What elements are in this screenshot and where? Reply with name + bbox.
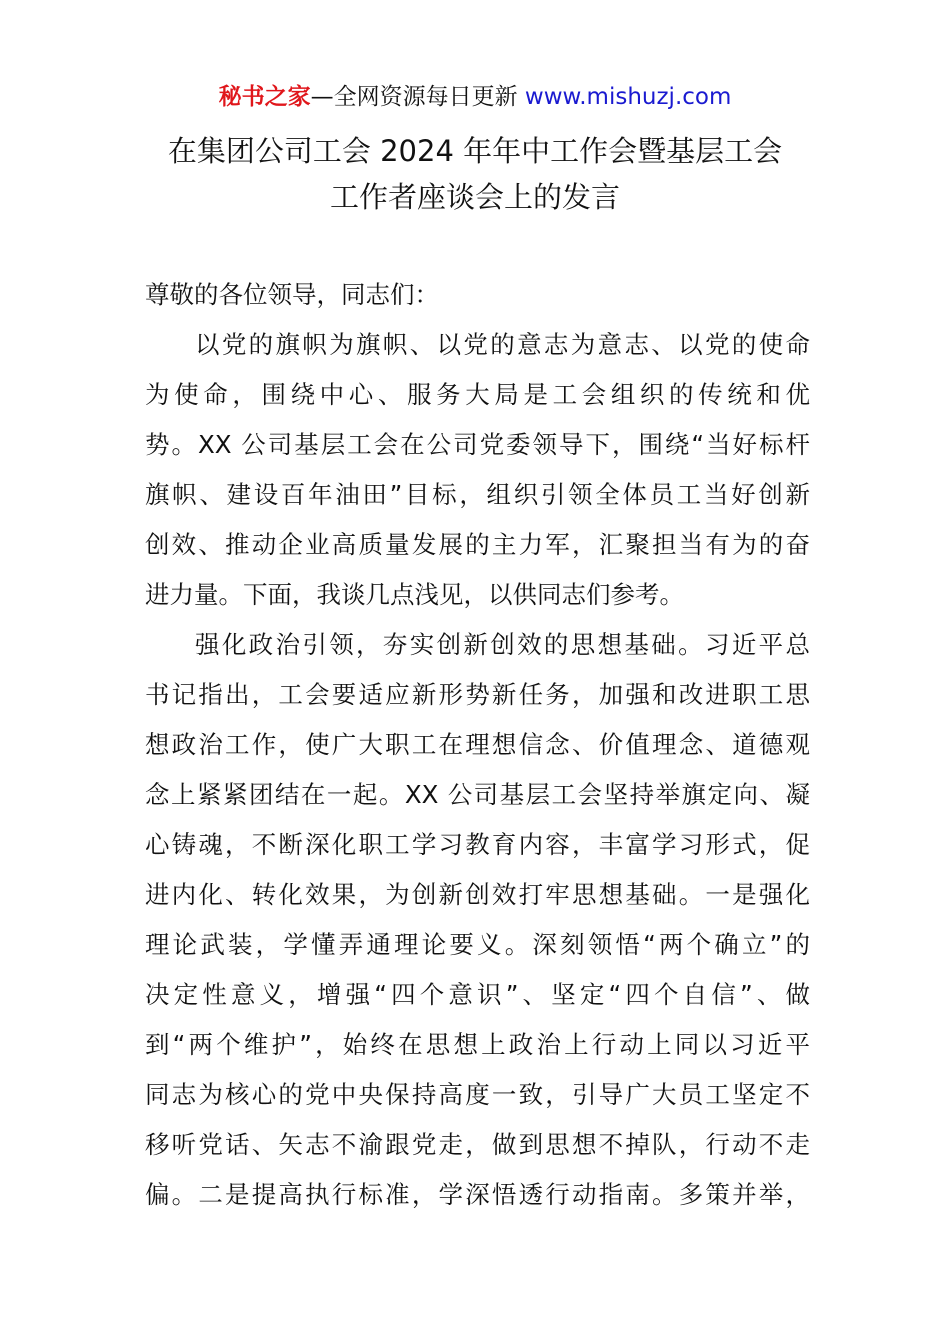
body-line: 心铸魂，不断深化职工学习教育内容，丰富学习形式，促 bbox=[145, 830, 810, 859]
body-line: 想政治工作，使广大职工在理想信念、价值理念、道德观 bbox=[145, 730, 810, 759]
body-line: 为使命，围绕中心、服务大局是工会组织的传统和优 bbox=[145, 380, 810, 409]
source-header bbox=[0, 80, 950, 114]
brand-name: 秘书之家 bbox=[218, 84, 311, 110]
body-line: 进内化、转化效果，为创新创效打牢思想基础。一是强化 bbox=[145, 880, 810, 909]
body-line: 进力量。下面，我谈几点浅见，以供同志们参考。 bbox=[145, 580, 684, 609]
body-line: 创效、推动企业高质量发展的主力军，汇聚担当有为的奋 bbox=[145, 530, 810, 559]
body-line: 念上紧紧团结在一起。XX 公司基层工会坚持举旗定向、凝 bbox=[145, 780, 810, 809]
document-title bbox=[100, 128, 850, 220]
body-line: 移听党话、矢志不渝跟党走，做到思想不掉队，行动不走 bbox=[145, 1130, 810, 1159]
body-line: 势。XX 公司基层工会在公司党委领导下，围绕“当好标杆 bbox=[145, 430, 810, 459]
body-line: 同志为核心的党中央保持高度一致，引导广大员工坚定不 bbox=[145, 1080, 810, 1109]
body-line: 以党的旗帜为旗帜、以党的意志为意志、以党的使命 bbox=[195, 330, 810, 359]
document-body bbox=[145, 270, 810, 1220]
salutation: 尊敬的各位领导，同志们： bbox=[145, 280, 439, 309]
body-line: 到“两个维护”，始终在思想上政治上行动上同以习近平 bbox=[145, 1030, 810, 1059]
website-link[interactable]: www.mishuzj.com bbox=[524, 84, 732, 110]
header-tagline: —全网资源每日更新 bbox=[310, 84, 525, 110]
body-line: 书记指出，工会要适应新形势新任务，加强和改进职工思 bbox=[145, 680, 810, 709]
body-line: 决定性意义，增强“四个意识”、坚定“四个自信”、做 bbox=[145, 980, 810, 1009]
body-line: 旗帜、建设百年油田”目标，组织引领全体员工当好创新 bbox=[145, 480, 810, 509]
body-line: 偏。二是提高执行标准，学深悟透行动指南。多策并举， bbox=[145, 1180, 810, 1209]
body-line: 强化政治引领，夯实创新创效的思想基础。习近平总 bbox=[195, 630, 810, 659]
title-line-1: 在集团公司工会 2024 年年中工作会暨基层工会 bbox=[167, 134, 783, 168]
body-line: 理论武装，学懂弄通理论要义。深刻领悟“两个确立”的 bbox=[145, 930, 810, 959]
title-line-2: 工作者座谈会上的发言 bbox=[329, 180, 620, 214]
